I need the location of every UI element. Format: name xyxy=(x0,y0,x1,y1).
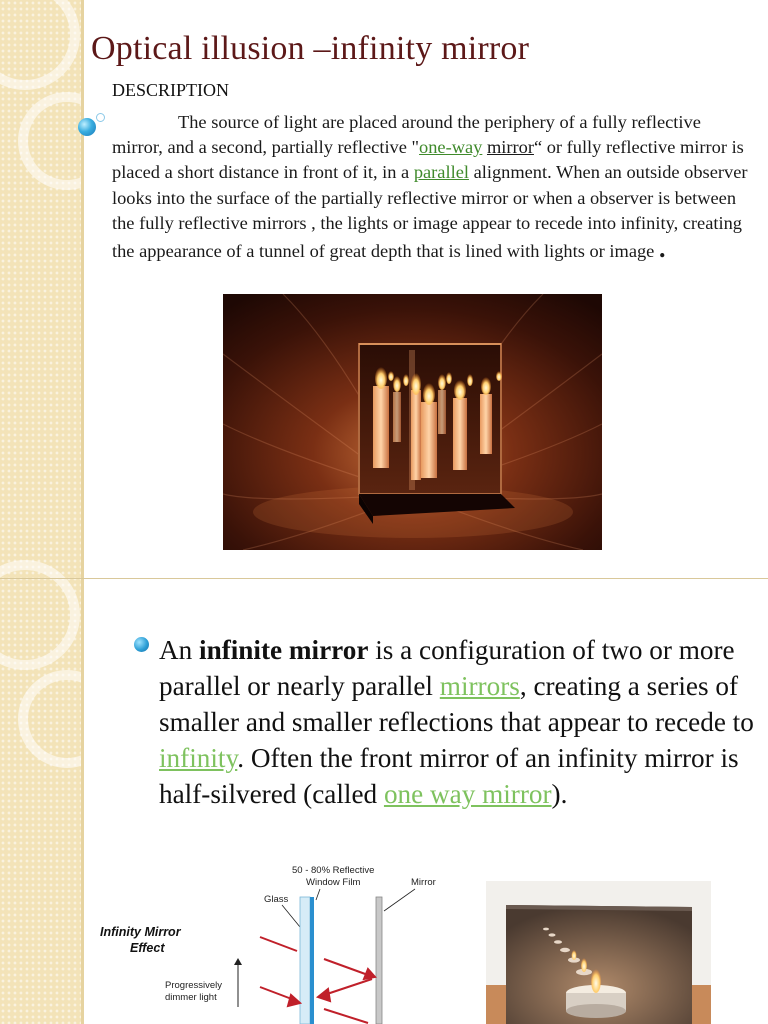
slide-title: Optical illusion –infinity mirror xyxy=(91,30,530,67)
dimmer-label-line2: dimmer light xyxy=(165,992,217,1003)
bullet-dot-icon xyxy=(134,637,149,652)
paragraph-text: “ or fully reflective mirror is placed a short distance in front of it, in a xyxy=(112,137,744,183)
light-ray xyxy=(324,1009,368,1023)
link-one-way-mirror[interactable]: one way mirror xyxy=(383,779,552,809)
pointer-line xyxy=(282,905,300,927)
link-mirror[interactable]: mirror xyxy=(486,137,534,158)
link-parallel[interactable]: parallel xyxy=(413,162,469,183)
infinity-mirror-tealights-photo xyxy=(486,881,711,1024)
slide-divider xyxy=(0,578,768,579)
paragraph-text: . Often the front mirror of an infinity mirror is half-silvered (called xyxy=(159,743,739,809)
paragraph-end-period: . xyxy=(658,234,666,264)
paragraph-text: The source of light are placed around the periphery of a fully reflective mirror, and a second, partially reflective " xyxy=(112,112,701,158)
link-infinity[interactable]: infinity xyxy=(159,743,238,773)
paragraph-text: is a configuration of two or more parallel or nearly parallel xyxy=(159,635,735,701)
light-ray-arrowhead xyxy=(364,969,375,979)
bullet-ring-icon xyxy=(96,113,105,122)
mirror-label: Mirror xyxy=(411,877,436,888)
glass-label: Glass xyxy=(264,894,289,905)
link-one-way[interactable]: one-way xyxy=(419,137,483,158)
pointer-line xyxy=(316,889,320,900)
decorative-ring xyxy=(18,92,116,190)
glass-pane xyxy=(300,897,310,1024)
bullet-orb-icon xyxy=(78,118,96,136)
description-heading: DESCRIPTION xyxy=(112,80,230,100)
decorative-ring xyxy=(0,560,80,670)
dimmer-label-line1: Progressively xyxy=(165,980,223,991)
light-ray xyxy=(260,937,297,951)
infinite-mirror-paragraph xyxy=(159,632,759,812)
film-label-line2: Window Film xyxy=(306,877,361,888)
light-ray xyxy=(324,959,368,975)
paragraph-text: alignment. When an outside observer looks into the surface of the partially reflective mirror or when a observer is between the fully reflective mirrors , the lights or image appear to recede into infinity, creating the appearance of a tunnel of great depth that is lined with lights or image xyxy=(112,162,748,262)
paragraph-text: ). xyxy=(551,779,568,809)
diagram-title-line1: Infinity Mirror xyxy=(100,925,181,939)
decorative-sidebar xyxy=(0,0,84,1024)
decorative-ring xyxy=(18,670,116,768)
description-paragraph xyxy=(112,110,752,264)
light-ray-arrowhead xyxy=(288,995,300,1006)
diagram-title-line2: Effect xyxy=(130,941,165,955)
back-mirror xyxy=(376,897,382,1024)
pointer-line xyxy=(384,889,415,911)
paragraph-text: , creating a series of smaller and smaller reflections that appear to recede to xyxy=(159,671,754,737)
light-ray-arrowhead xyxy=(318,989,330,1001)
decorative-ring xyxy=(0,0,80,90)
infinity-mirror-candles-photo xyxy=(223,294,602,550)
infinity-mirror-diagram xyxy=(92,855,462,1024)
film-label-line1: 50 - 80% Reflective xyxy=(292,865,375,876)
link-mirrors[interactable]: mirrors xyxy=(439,671,520,701)
paragraph-text: An xyxy=(159,635,200,665)
light-ray xyxy=(324,979,372,995)
term-infinite-mirror: infinite mirror xyxy=(199,635,369,665)
dimmer-arrowhead-icon xyxy=(234,958,242,965)
reflective-film xyxy=(310,897,314,1024)
